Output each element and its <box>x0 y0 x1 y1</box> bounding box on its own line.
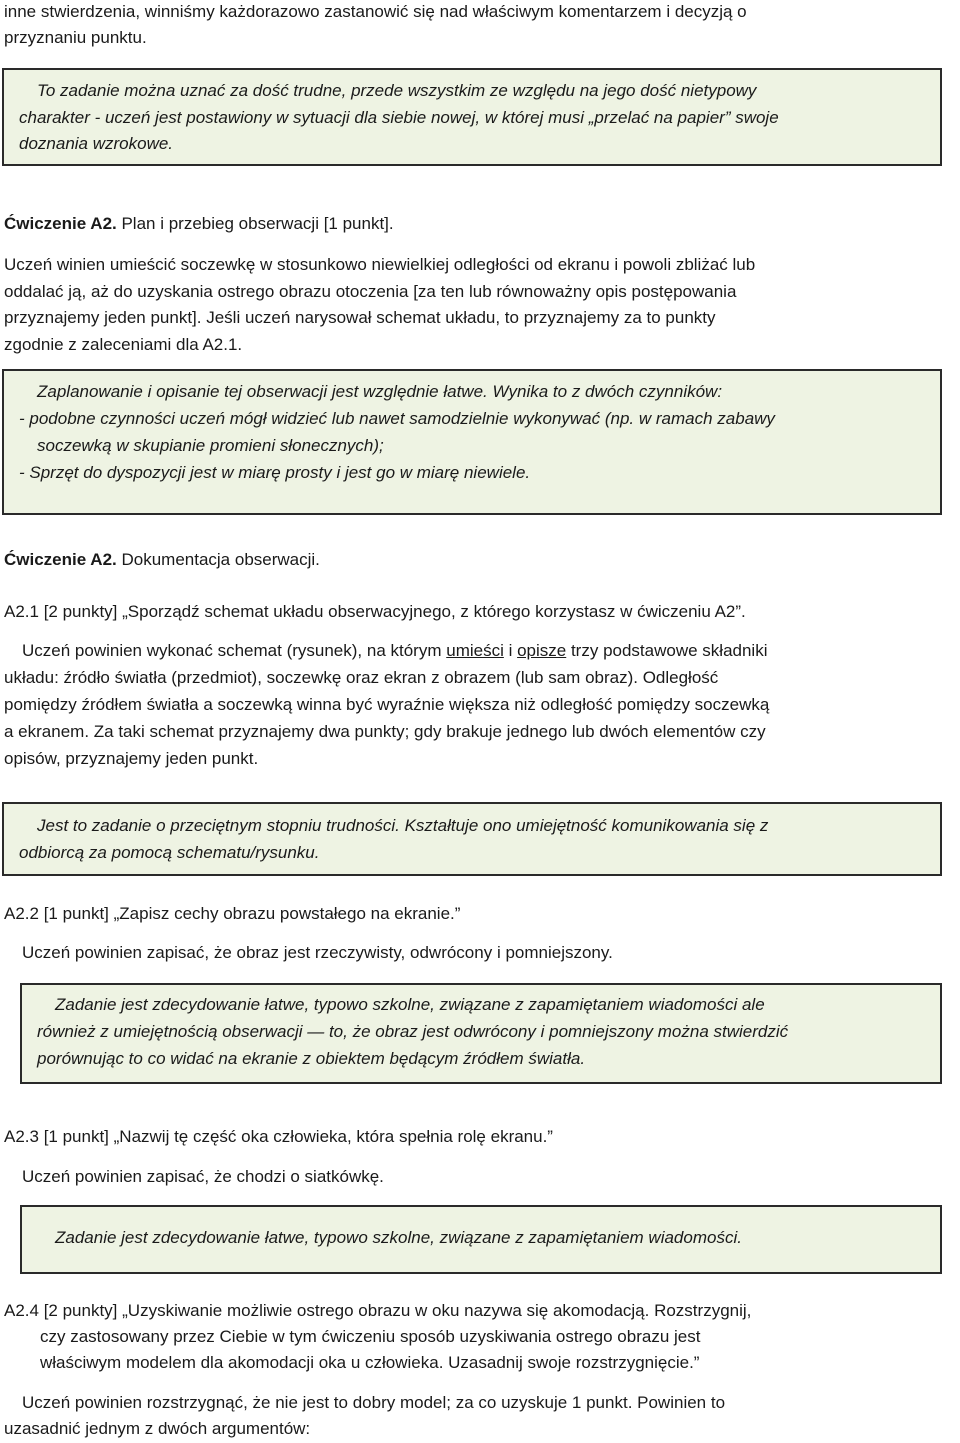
heading-text: Dokumentacja obserwacji. <box>116 550 320 569</box>
intro-line: przyznaniu punktu. <box>4 28 147 47</box>
answer-text: trzy podstawowe składniki <box>566 641 768 660</box>
commentary-line: Zadanie jest zdecydowanie łatwe, typowo szkolne, związane z zapamiętaniem wiadomości ale <box>55 995 765 1014</box>
question-a2-3: A2.3 [1 punkt] „Nazwij tę część oka człowieka, która spełnia rolę ekranu.” <box>4 1127 553 1146</box>
underlined-word: opisze <box>517 641 567 660</box>
commentary-line: soczewką w skupianie promieni słonecznych); <box>37 436 384 455</box>
commentary-box-3 <box>2 802 942 876</box>
answer-line: Uczeń powinien zapisać, że obraz jest rzeczywisty, odwrócony i pomniejszony. <box>22 943 613 962</box>
heading-label: Ćwiczenie A2. <box>4 550 117 569</box>
heading-text: Plan i przebieg obserwacji [1 punkt]. <box>116 214 394 233</box>
commentary-line: To zadanie można uznać za dość trudne, przede wszystkim ze względu na jego dość nietypowy <box>37 81 757 100</box>
answer-line <box>22 640 768 662</box>
answer-line: pomiędzy źródłem światła a soczewką winna być wyraźnie większa niż odległość pomiędzy soczewką <box>4 695 770 714</box>
section-heading-documentation <box>4 549 320 571</box>
answer-line: uzasadnić jednym z dwóch argumentów: <box>4 1419 311 1438</box>
answer-line: układu: źródło światła (przedmiot), soczewkę oraz ekran z obrazem (lub sam obraz). Odległość <box>4 668 719 687</box>
heading-label: Ćwiczenie A2. <box>4 214 117 233</box>
commentary-line: charakter - uczeń jest postawiony w sytuacji dla siebie nowej, w której musi „przelać na papier” swoje <box>19 108 779 127</box>
body-line: zgodnie z zaleceniami dla A2.1. <box>4 335 243 354</box>
question-a2-4: A2.4 [2 punkty] „Uzyskiwanie możliwie ostrego obrazu w oku nazywa się akomodacją. Rozstrzygnij, <box>4 1301 752 1320</box>
answer-text: i <box>503 641 518 660</box>
body-line: przyznajemy jeden punkt]. Jeśli uczeń narysował schemat układu, to przyznajemy za to punkty <box>4 308 716 327</box>
commentary-line: Zadanie jest zdecydowanie łatwe, typowo szkolne, związane z zapamiętaniem wiadomości. <box>55 1228 742 1247</box>
answer-line: opisów, przyznajemy jeden punkt. <box>4 749 259 768</box>
answer-text: Uczeń powinien wykonać schemat (rysunek), na którym <box>22 641 447 660</box>
section-heading-plan <box>4 213 394 235</box>
commentary-line: porównując to co widać na ekranie z obiektem będącym źródłem światła. <box>37 1049 586 1068</box>
body-line: Uczeń winien umieścić soczewkę w stosunkowo niewielkiej odległości od ekranu i powoli zbliżać lub <box>4 255 756 274</box>
commentary-line: - podobne czynności uczeń mógł widzieć lub nawet samodzielnie wykonywać (np. w ramach zabawy <box>19 409 775 428</box>
commentary-line: odbiorcą za pomocą schematu/rysunku. <box>19 843 320 862</box>
answer-line: a ekranem. Za taki schemat przyznajemy dwa punkty; gdy brakuje jednego lub dwóch elementów czy <box>4 722 766 741</box>
answer-line: Uczeń powinien zapisać, że chodzi o siatkówkę. <box>22 1167 384 1186</box>
commentary-line: - Sprzęt do dyspozycji jest w miarę prosty i jest go w miarę niewiele. <box>19 463 531 482</box>
commentary-line: również z umiejętnością obserwacji — to, że obraz jest odwrócony i pomniejszony można stwierdzić <box>37 1022 789 1041</box>
intro-line: inne stwierdzenia, winniśmy każdorazowo zastanowić się nad właściwym komentarzem i decyzją o <box>4 2 747 21</box>
question-a2-4-line: właściwym modelem dla akomodacji oka u człowieka. Uzasadnij swoje rozstrzygnięcie.” <box>40 1353 700 1372</box>
commentary-line: Zaplanowanie i opisanie tej obserwacji jest względnie łatwe. Wynika to z dwóch czynników: <box>37 382 723 401</box>
body-line: oddalać ją, aż do uzyskania ostrego obrazu otoczenia [za ten lub równoważny opis postępowania <box>4 282 737 301</box>
question-a2-4-line: czy zastosowany przez Ciebie w tym ćwiczeniu sposób uzyskiwania ostrego obrazu jest <box>40 1327 701 1346</box>
commentary-line: Jest to zadanie o przeciętnym stopniu trudności. Kształtuje ono umiejętność komunikowania się z <box>37 816 769 835</box>
question-a2-1: A2.1 [2 punkty] „Sporządź schemat układu obserwacyjnego, z którego korzystasz w ćwiczeniu A2”. <box>4 602 746 621</box>
question-a2-2: A2.2 [1 punkt] „Zapisz cechy obrazu powstałego na ekranie.” <box>4 904 461 923</box>
underlined-word: umieści <box>446 641 504 660</box>
commentary-line: doznania wzrokowe. <box>19 134 174 153</box>
answer-line: Uczeń powinien rozstrzygnąć, że nie jest to dobry model; za co uzyskuje 1 punkt. Powinien to <box>22 1393 726 1412</box>
